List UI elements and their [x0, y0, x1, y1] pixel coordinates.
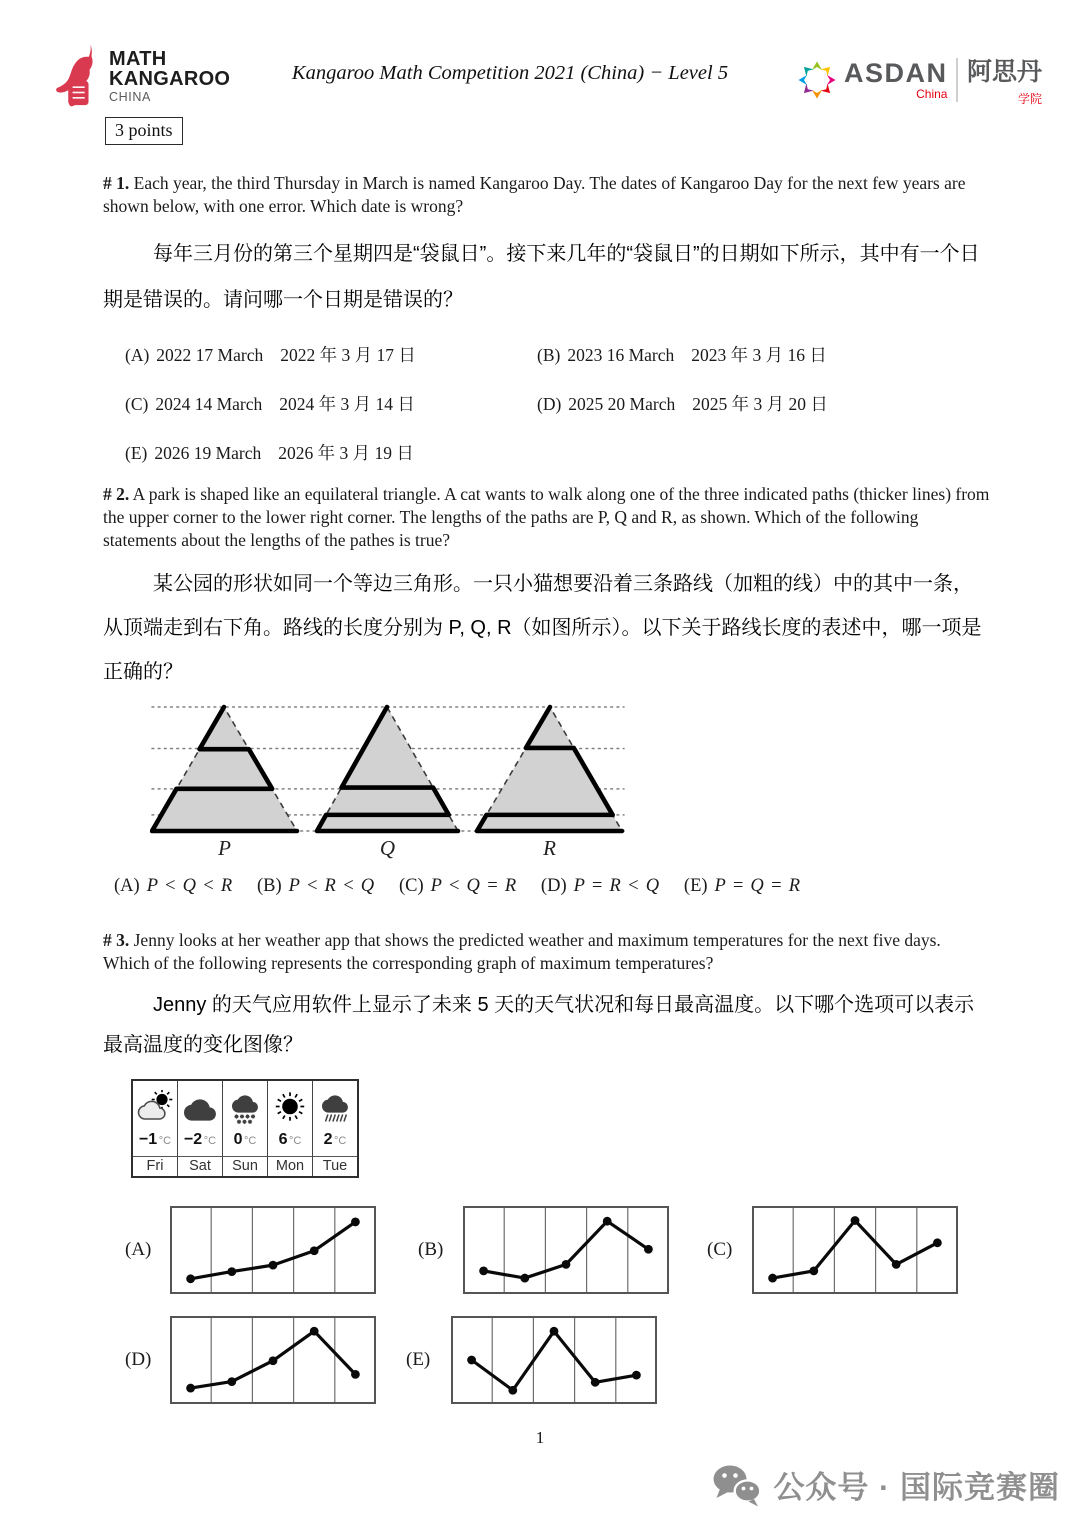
option-label: (B)	[537, 345, 561, 365]
answer-option-e	[684, 876, 801, 897]
answer-option-c	[399, 876, 517, 897]
graph-option-label: (A)	[125, 1239, 152, 1260]
wechat-icon	[711, 1463, 763, 1507]
weather-cell-tue	[312, 1081, 357, 1176]
option-text-zh: 2022 年 3 月 17 日	[280, 345, 416, 365]
weather-icon-wrap	[272, 1081, 308, 1131]
graph-option-label: (B)	[418, 1239, 444, 1260]
option-expression: P = Q = R	[714, 876, 801, 896]
asdan-china-label: China	[916, 86, 948, 101]
logo-text-math: MATH	[109, 48, 167, 70]
points-badge: 3 points	[105, 117, 183, 145]
cloud-icon	[182, 1090, 218, 1124]
answer-option-d	[541, 876, 660, 897]
weather-icon-wrap	[137, 1081, 173, 1131]
asdan-cn-sub: 学院	[1017, 92, 1042, 106]
line-graph-b	[463, 1206, 669, 1294]
weather-cell-mon	[267, 1081, 312, 1176]
day-label: Mon	[268, 1156, 312, 1176]
weather-cell-sat	[177, 1081, 222, 1176]
temp-unit: °C	[158, 1135, 172, 1147]
cloud-snow-icon	[227, 1090, 263, 1124]
graph-option-a	[125, 1206, 376, 1294]
temp-number: 0	[233, 1131, 243, 1148]
option-text-zh: 2026 年 3 月 19 日	[278, 443, 414, 463]
graph-option-c	[707, 1206, 958, 1294]
page-title: Kangaroo Math Competition 2021 (China) − Level 5	[291, 62, 729, 84]
day-label: Sun	[223, 1156, 267, 1176]
option-expression: P = R < Q	[573, 876, 660, 896]
question-1-options	[103, 342, 991, 465]
question-3	[103, 929, 991, 1404]
weather-cell-fri	[133, 1081, 177, 1176]
triangle-label-r: R	[543, 836, 556, 860]
question-3-text-en: # 3. Jenny looks at her weather app that shows the predicted weather and maximum temperatures for the next five days. Which of the following represents the corresponding graph of maximum temperatures?	[103, 930, 941, 973]
option-label: (E)	[683, 876, 708, 896]
option-label: (C)	[398, 876, 424, 896]
page-number: 1	[535, 1428, 545, 1447]
question-2-number: # 2.	[103, 484, 130, 504]
option-text-en: 2025 20 March	[568, 394, 676, 414]
logo-divider	[956, 58, 958, 102]
option-text-en: 2024 14 March	[155, 394, 263, 414]
temp-number: −1	[138, 1131, 158, 1148]
answer-option-b	[537, 342, 991, 367]
option-expression: P < R < Q	[288, 876, 375, 896]
question-1-text-zh: 每年三月份的第三个星期四是“袋鼠日”。接下来几年的“袋鼠日”的日期如下所示，其中有一个日期是错误的。请问哪一个日期是错误的？	[103, 243, 980, 311]
option-text-zh: 2025 年 3 月 20 日	[692, 394, 828, 414]
question-3-text-zh: Jenny 的天气应用软件上显示了未来 5 天的天气状况和每日最高温度。以下哪个选项可以表示最高温度的变化图像？	[103, 994, 975, 1056]
answer-option-a	[114, 876, 233, 897]
graph-option-label: (C)	[707, 1239, 733, 1260]
graph-option-label: (E)	[406, 1349, 431, 1370]
answer-option-d	[537, 391, 991, 416]
weather-icon-wrap	[182, 1081, 218, 1131]
question-1	[103, 172, 991, 465]
line-graph-d	[170, 1316, 376, 1404]
cloud-rain-icon	[317, 1090, 353, 1124]
temp-number: −2	[183, 1131, 203, 1148]
day-label: Fri	[133, 1156, 177, 1176]
day-label: Tue	[313, 1156, 357, 1176]
temp-number: 6	[278, 1131, 288, 1148]
answer-option-e	[125, 440, 537, 465]
option-expression: P < Q = R	[430, 876, 517, 896]
answer-option-b	[257, 876, 375, 897]
asdan-cn-wordmark: 阿思丹	[966, 58, 1042, 86]
option-label: (D)	[537, 394, 562, 414]
option-text-zh: 2024 年 3 月 14 日	[279, 394, 415, 414]
option-text-zh: 2023 年 3 月 16 日	[691, 345, 827, 365]
weather-icon-wrap	[317, 1081, 353, 1131]
question-2	[103, 483, 991, 897]
graph-options-row-1	[103, 1206, 991, 1294]
option-label: (A)	[114, 876, 140, 896]
question-1-text-en: # 1. Each year, the third Thursday in March is named Kangaroo Day. The dates of Kangaroo Day for the next few years are shown below, with one error. Which date is wrong?	[103, 173, 966, 216]
watermark	[711, 1462, 1060, 1507]
option-expression: P < Q < R	[146, 876, 233, 896]
option-text-en: 2026 19 March	[154, 443, 262, 463]
asdan-wordmark: ASDAN	[843, 57, 948, 88]
line-graph-a	[170, 1206, 376, 1294]
temperature-value	[234, 1131, 257, 1153]
temp-unit: °C	[244, 1135, 257, 1147]
question-2-text-zh: 某公园的形状如同一个等边三角形。一只小猫想要沿着三条路线（加粗的线）中的其中一条，从顶端走到右下角。路线的长度分别为 P, Q, R（如图所示）。以下关于路线长度的表述中，哪一项是正确的？	[103, 573, 982, 683]
triangle-label-q: Q	[379, 836, 396, 860]
question-2-options	[103, 876, 991, 897]
temp-unit: °C	[289, 1135, 302, 1147]
option-label: (C)	[125, 394, 149, 414]
asdan-star-icon	[796, 59, 838, 101]
temperature-value	[139, 1131, 171, 1153]
answer-option-c	[125, 391, 537, 416]
graph-option-d	[125, 1316, 376, 1404]
temperature-value	[279, 1131, 302, 1153]
option-text-en: 2023 16 March	[567, 345, 675, 365]
triangle-label-p: P	[218, 836, 231, 860]
asdan-logo	[796, 52, 1042, 107]
line-graph-e	[451, 1316, 657, 1404]
triangle-paths-figure	[150, 703, 628, 861]
question-1-number: # 1.	[103, 173, 130, 193]
option-label: (D)	[540, 876, 567, 896]
weather-forecast-table	[131, 1079, 359, 1178]
graph-options-row-2	[103, 1316, 991, 1404]
weather-icon-wrap	[227, 1081, 263, 1131]
graph-option-e	[406, 1316, 657, 1404]
sun-icon	[272, 1090, 308, 1124]
question-2-text-en: # 2. A park is shaped like an equilateral triangle. A cat wants to walk along one of the three indicated paths (thicker lines) from the upper corner to the lower right corner. The lengths of the paths are P, Q and R, as shown. Which of the following statements about the lengths of the pathes is true?	[103, 484, 990, 550]
temperature-value	[184, 1131, 216, 1153]
temp-unit: °C	[334, 1135, 347, 1147]
weather-cell-sun	[222, 1081, 267, 1176]
line-graph-c	[752, 1206, 958, 1294]
watermark-text: 公众号 · 国际竞赛圈	[773, 1470, 1060, 1505]
option-label: (B)	[256, 876, 282, 896]
option-text-en: 2022 17 March	[156, 345, 264, 365]
option-label: (A)	[125, 345, 150, 365]
temperature-value	[324, 1131, 347, 1153]
answer-option-a	[125, 342, 537, 367]
question-3-number: # 3.	[103, 930, 130, 950]
temp-unit: °C	[203, 1135, 217, 1147]
sun-behind-cloud-icon	[137, 1090, 173, 1124]
day-label: Sat	[178, 1156, 222, 1176]
graph-option-b	[418, 1206, 669, 1294]
temp-number: 2	[323, 1131, 333, 1148]
logo-text-china: CHINA	[109, 90, 151, 105]
graph-option-label: (D)	[125, 1349, 152, 1370]
logo-text-kangaroo: KANGAROO	[109, 67, 231, 90]
option-label: (E)	[125, 443, 148, 463]
